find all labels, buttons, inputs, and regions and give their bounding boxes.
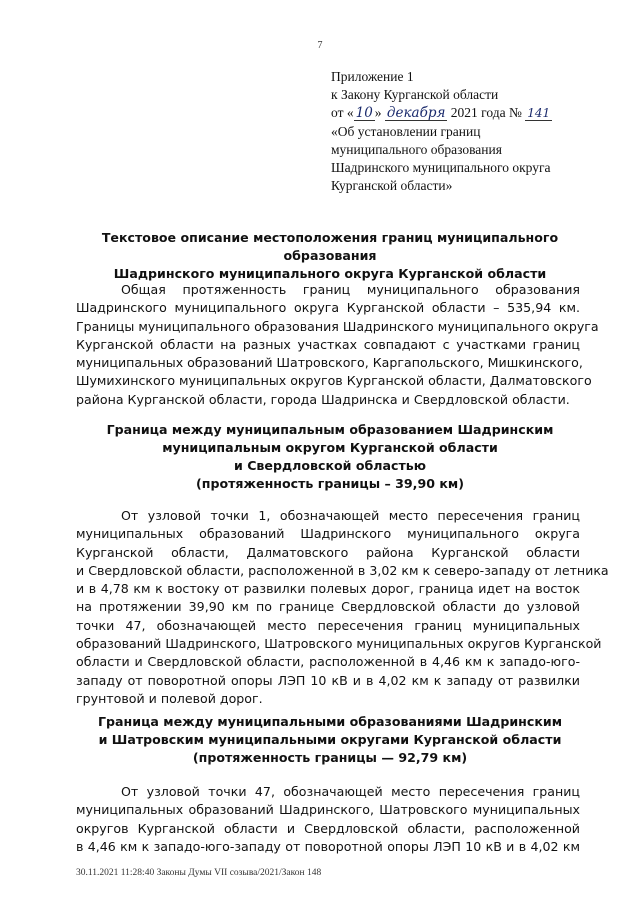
appendix-line-law: к Закону Курганской области [331,87,499,103]
appendix-line-municipal: муниципального образования [331,141,502,157]
appendix-line-region: Курганской области» [331,178,453,194]
appendix-label: Приложение 1 [331,69,414,84]
section1-paragraph: От узловой точки 1, обозначающей место пересечения границ муниципальных образований Шадринского муниципального округа Курганской области, Далматовского района Курганской области и Свердловской области, расположенной в 3,02 км к северо-западу от летника и в 4,78 км к востоку от развилки полевых дорог, граница идет на восток на протяжении 39,90 км по границе Свердловской области до узловой точки 47, обозначающей место пересечения границ муниципальных образований Шадринского, Шатровского муниципальных округов Курганской области и Свердловской области, расположенной в 4,46 км к западо-юго- западу от поворотной опоры ЛЭП 10 кВ и в 4,02 км к западу от развилки грунтовой и полевой дорог. [76,508,609,706]
handwritten-month: декабря [386,105,446,122]
handwritten-day: 10 [355,105,373,122]
appendix-header [331,68,582,195]
handwritten-law-number: 141 [527,106,551,121]
appendix-line-date: от « 10 » декабря 2021 года № 141 [331,105,551,122]
intro-paragraph: Общая протяженность границ муниципального образования Шадринского муниципального округа Курганской области – 535,94 км. Границы муниципального образования Шадринского муниципального округа Курганской области на разных участках совпадают с участками границ муниципальных образований Шатровского, Каргапольского, Мишкинского, Шумихинского муниципальных округов Курганской области, Далматовского района Курганской области, города Шадринска и Свердловской области. [76,282,599,407]
section2-paragraph: От узловой точки 47, обозначающей место пересечения границ муниципальных образований Шадринского, Шатровского муниципальных округов Курганской области и Свердловской области, расположенной в 4,46 км к западо-юго-западу от поворотной опоры ЛЭП 10 кВ и в 4,02 км [76,784,580,854]
appendix-line-about: «Об установлении границ [331,123,481,139]
main-title: Текстовое описание местоположения границ муниципального образования Шадринского муниципального округа Курганской области [101,230,559,281]
page-number: 7 [317,40,323,51]
appendix-line-district: Шадринского муниципального округа [331,160,551,176]
document-footer: 30.11.2021 11:28:40 Законы Думы VII созыва/2021/Закон 148 [76,868,322,878]
section1-title: Граница между муниципальным образованием Шадринским муниципальным округом Курганской области и Свердловской областью (протяженность границы – 39,90 км) [106,422,554,491]
section2-title: Граница между муниципальными образованиями Шадринским и Шатровским муниципальными округами Курганской области (протяженность границы — 92,79 км) [98,714,562,765]
